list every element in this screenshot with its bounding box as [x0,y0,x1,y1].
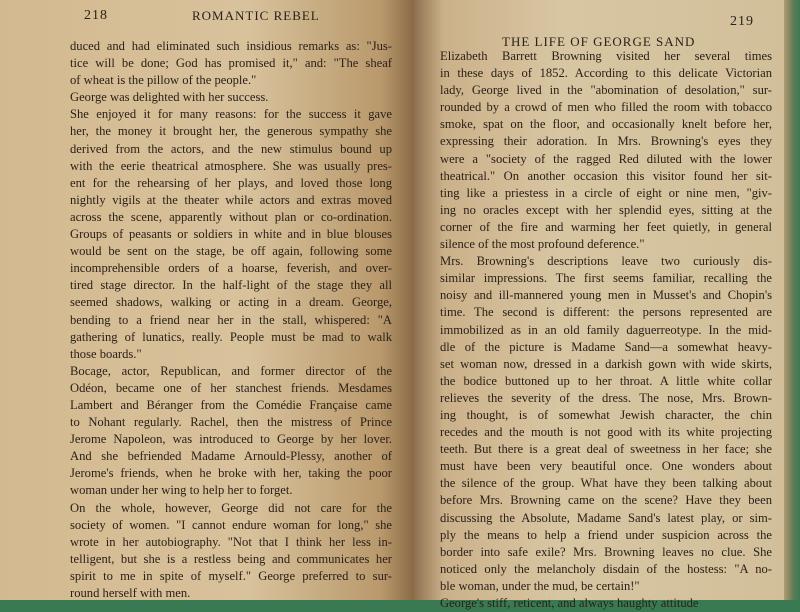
text-line: relieves the severity of the dress. The nose, Mrs. Brown- [440,390,772,405]
text-line: woman under her wing to help her to forget. [70,483,293,498]
text-line: tired stage director. In the half-light of the stage they all [70,278,392,293]
text-line: duced and had eliminated such insidious remarks as: "Jus- [70,39,392,53]
text-line: Odéon, became one of her stanchest friends. Mesdames [70,380,392,395]
text-line: Groups of peasants or soldiers in white and in blue blouses [70,227,392,242]
text-line: nightly vigils at the theater while actors and extras moved [70,192,392,207]
text-line: She enjoyed it for many reasons: for the success it gave [70,107,392,122]
text-line: lady, George lived in the "abomination of desolation," sur- [440,83,772,98]
right-running-head: THE LIFE OF GEORGE SAND [502,34,696,49]
text-line: And she befriended Madame Arnould-Plessy, another of [70,449,392,464]
right-page [414,0,784,610]
text-line: recedes and the mouth is not good with its white projecting [440,425,772,440]
text-line: Mrs. Browning's descriptions leave two curiously dis- [440,254,772,269]
left-page-number: 218 [84,8,108,23]
text-line: ting like a priestess in a circle of eight or nine men, "giv- [440,185,772,200]
text-line: border into safe exile? Mrs. Browning leaves no clue. She [440,544,772,559]
text-line: would be sent on the stage, be off again, following some [70,244,392,259]
text-line: round herself with men. [70,586,191,600]
text-line: time. The second is different: the persons represented are [440,305,772,320]
tablecloth-edge [784,0,800,600]
text-line: derived from the actors, and the new stimulus bound up [70,141,392,156]
text-line: discussing the Absolute, Madame Sand's latest play, or sim- [440,510,772,525]
text-line: of wheat is the pillow of the people." [70,73,257,88]
text-line: set woman now, dressed in a darkish gown with wide skirts, [440,356,772,371]
text-line: On the whole, however, George did not care for the [70,500,392,515]
text-line: dle of the picture is Madame Sand—a somewhat heavy- [440,339,772,354]
text-line: the bodice buttoned up to her throat. A little white collar [440,373,772,388]
text-line: similar impressions. The first seems familiar, recalling the [440,271,772,286]
text-line: George was delighted with her success. [70,90,269,105]
text-line: those boards." [70,346,142,361]
left-page-text [70,38,392,602]
text-line: her, the money it brought her, the generous sympathy she [70,124,392,139]
text-line: telligent, but she is a restless being and communicates her [70,551,392,566]
text-line: bending to a friend near her in the stall, whispered: "A [70,312,392,327]
text-line: gathering of lunatics, really. People must be mad to walk [70,329,392,344]
text-line: noticed only the melancholy disdain of the hostess: "A no- [440,561,772,576]
text-line: were a "society of the ragged Red diluted with the lower [440,151,772,166]
text-line: rounded by a crowd of men who filled the room with tobacco [440,100,772,115]
left-running-head: ROMANTIC REBEL [192,8,320,23]
text-line: society of women. "I cannot endure woman for long," she [70,517,392,532]
text-line: corner of the fire and warming her feet quietly, in general [440,219,772,234]
text-line: silence of the most profound deference." [440,237,645,252]
text-line: ent for the rehearsing of her plays, and loved those long [70,175,392,190]
text-line: expressing their adoration. In Mrs. Browning's eyes they [440,134,772,149]
text-line: ble woman, under the mud, be certain!" [440,578,640,593]
text-line: spirit to me in spite of myself." George preferred to sur- [70,568,392,583]
text-line: before Mrs. Browning came on the scene? Have they been [440,493,772,508]
text-line: wrote in her autobiography. "Not that I think her less in- [70,534,392,549]
text-line: tice will be done; God has promised it," and: "The sheaf [70,56,392,71]
text-line: incomprehensible orders of a hoarse, feverish, and over- [70,261,392,276]
text-line: seemed shadows, walking or acting in a dream. George, [70,295,392,310]
text-line: must have been very beautiful once. One wonders about [440,459,772,474]
right-page-text [440,48,772,612]
text-line: Bocage, actor, Republican, and former director of the [70,363,392,378]
text-line: teeth. But there is a great deal of sweetness in her face; she [440,442,772,457]
text-line: across the scene, apparently without plan or co-ordination. [70,209,392,224]
text-line: ing thought, is of somewhat Jewish character, the chin [440,407,772,422]
text-line: noisy and ill-mannered young men in Musset's and Chopin's [440,288,772,303]
text-line: George's stiff, reticent, and always haughty attitude [440,596,699,610]
text-line: in these days of 1852. According to this delicate Victorian [440,66,772,81]
text-line: to Nohant regularly. Rachel, then the mistress of Prince [70,415,392,430]
text-line: the silence of the group. What have they been talking about [440,476,772,491]
text-line: immobilized as in an old family daguerreotype. In the mid- [440,322,772,337]
text-line: Jerome Napoleon, was introduced to George by her lover. [70,432,392,447]
text-line: ing no oracles except with her splendid eyes, sitting at the [440,202,772,217]
text-line: smoke, spat on the floor, and occasionally knelt before her, [440,117,772,132]
text-line: ply the means to help a friend under suspicion across the [440,527,772,542]
text-line: Elizabeth Barrett Browning visited her several times [440,49,772,63]
text-line: Jerome's friends, when he broke with her, taking the poor [70,466,392,481]
right-page-number: 219 [730,14,754,29]
text-line: with the eerie theatrical atmosphere. She was usually pres- [70,158,392,173]
text-line: theatrical." On another occasion this visitor found her sit- [440,168,772,183]
text-line: Lambert and Béranger from the Comédie Française came [70,397,392,412]
